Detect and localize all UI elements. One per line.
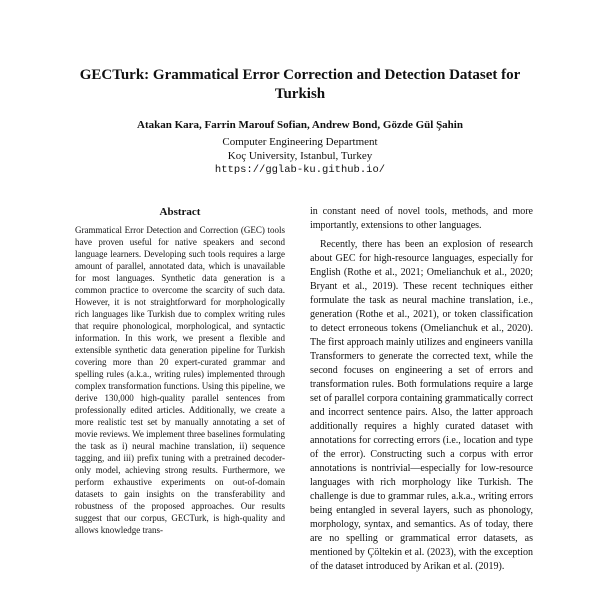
affiliation-block [60, 135, 540, 177]
intro-paragraph-2: Recently, there has been an explosion of research about GEC for high-resource languages, especially for English (Rothe et al., 2021; Omelianchuk et al., 2020; Bryant et al., 2019). These recent techniques either formulate the task as neural machine translation, i.e., generation (Rothe et al., 2021), or token classification to detect erroneous tokens (Omelianchuk et al., 2020). The first approach mainly utilizes and engineers vanilla Transformers to generate the corrected text, while the second focuses on engineering a set of errors and transformation rules. Both formulations require a large set of parallel corpora containing grammatically correct and incorrect sentence pairs. Also, the latter approach additionally requires a highly curated dataset with annotations for correcting errors (i.e., location and type of the error). Constructing such a corpus with error annotations is nontrivial—especially for low-resource languages with rich morphology like Turkish. The challenge is due to grammar rules, a.k.a., writing errors being entangled in several layers, such as phonology, morphology, syntax, and semantics. As of today, there are no spelling or grammatical error datasets, as mentioned by Çöltekin et al. (2023), with the exception of the dataset introduced by Arikan et al. (2019). [310, 239, 533, 572]
project-url[interactable]: https://gglab-ku.github.io/ [214, 164, 386, 176]
intro-column [310, 205, 533, 600]
author-list: Atakan Kara, Farrin Marouf Sofian, Andrew Bond, Gözde Gül Şahin [137, 119, 463, 131]
university: Koç University, Istanbul, Turkey [227, 150, 373, 162]
department: Computer Engineering Department [222, 136, 378, 148]
abstract-heading: Abstract [159, 206, 201, 218]
abstract-text: Grammatical Error Detection and Correction (GEC) tools have proven useful for native speakers and second language learners. Developing such tools requires a large amount of parallel, annotated data, which is unavailable for most languages. Synthetic data generation is a common practice to overcome the scarcity of such data. However, it is not straightforward for morphologically rich languages like Turkish due to complex writing rules that require phonological, morphological, and syntactic information. In this work, we present a flexible and extensible synthetic data generation pipeline for Turkish covering more than 20 expert-curated grammar and spelling rules (a.k.a., writing rules) implemented through complex transformation functions. Using this pipeline, we derive 130,000 high-quality parallel sentences from professionally edited articles. Additionally, we create a more realistic test set by manually annotating a set of movie reviews. We implement three baselines formulating the task as i) neural machine translation, ii) sequence tagging, and iii) prefix tuning with a pretrained decoder-only model, achieving strong results. Furthermore, we perform exhaustive experiments on out-of-domain datasets to gain insights on the transferability and robustness of the proposed approaches. Our results suggest that our corpus, GECTurk, is high-quality and allows knowledge trans- [75, 225, 285, 535]
paper-title: GECTurk: Grammatical Error Correction and Detection Dataset for Turkish [79, 67, 521, 102]
intro-paragraph-1: in constant need of novel tools, methods, and more importantly, extensions to other languages. [310, 206, 533, 231]
